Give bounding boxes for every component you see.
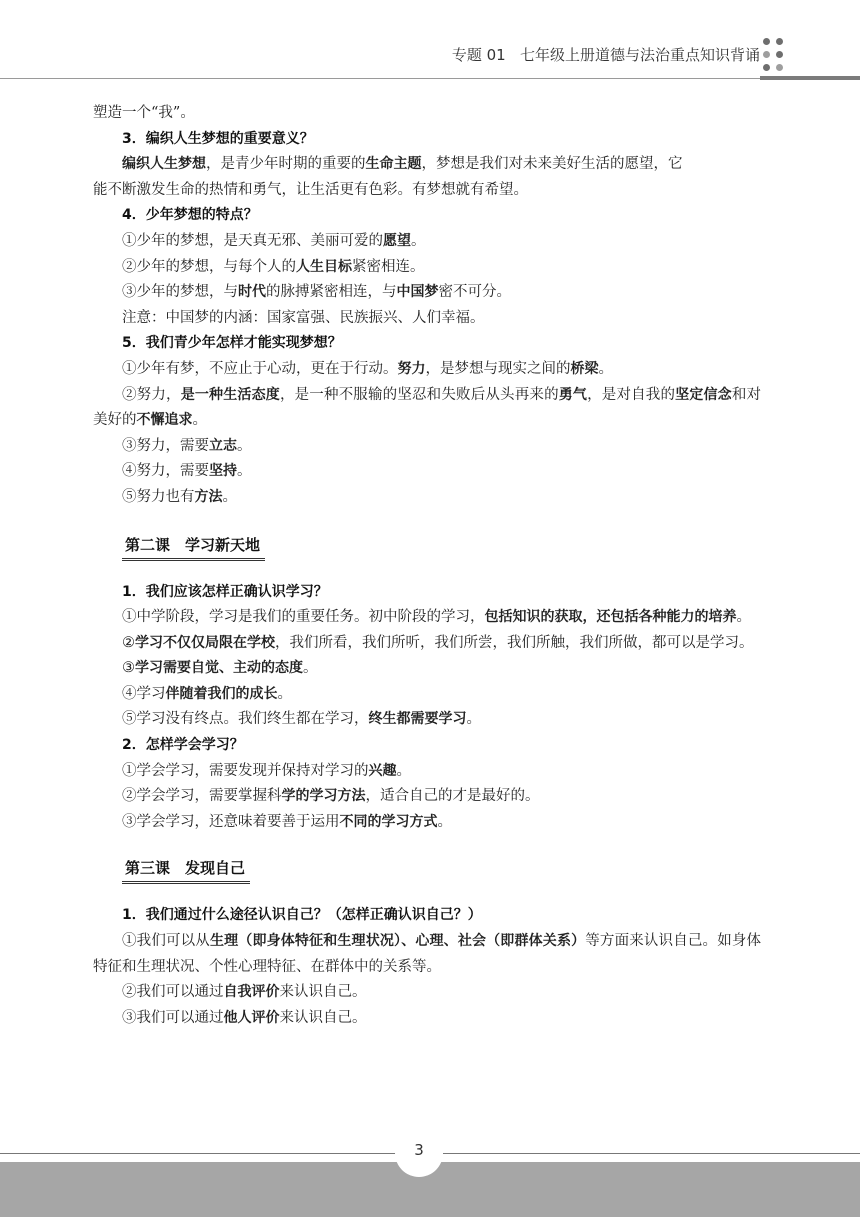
list-item: ③努力，需要立志。 <box>122 437 252 454</box>
note-line: 注意：中国梦的内涵：国家富强、民族振兴、人们幸福。 <box>122 309 485 326</box>
list-item: ③学习需要自觉、主动的态度。 <box>122 660 318 677</box>
list-item: ④学习伴随着我们的成长。 <box>122 685 292 702</box>
dot-icon <box>776 51 783 58</box>
page-header <box>0 0 860 82</box>
list-item: ①学会学习，需要发现并保持对学习的兴趣。 <box>122 762 411 779</box>
list-item: ③我们可以通过他人评价来认识自己。 <box>122 1009 367 1026</box>
lesson-title: 第三课 发现自己 <box>122 856 250 884</box>
list-item: ①我们可以从生理（即身体特征和生理状况）、心理、社会（即群体关系）等方面来认识自己。如身体特征和生理状况、个性心理特征、在群体中的关系等。 <box>93 933 762 975</box>
header-title: 专题 01 七年级上册道德与法治重点知识背诵 <box>451 46 760 64</box>
text-line: 塑造一个“我”。 <box>93 105 195 121</box>
question-heading: 1．我们应该怎样正确认识学习？ <box>122 583 328 600</box>
paragraph: 编织人生梦想，是青少年时期的重要的生命主题，梦想是我们对未来美好生活的愿望，它 <box>122 156 683 173</box>
dot-icon <box>763 38 770 45</box>
dot-icon <box>763 51 770 58</box>
question-heading: 1．我们通过什么途径认识自己？（怎样正确认识自己？） <box>122 907 482 924</box>
question-heading: 4．少年梦想的特点？ <box>122 207 258 224</box>
main-content <box>93 101 761 1031</box>
list-item: ⑤努力也有方法。 <box>122 488 237 505</box>
list-item: ①中学阶段，学习是我们的重要任务。初中阶段的学习，包括知识的获取，还包括各种能力的培养。 <box>122 609 751 626</box>
list-item: ②少年的梦想，与每个人的人生目标紧密相连。 <box>122 258 425 275</box>
list-item: ①少年有梦，不应止于心动，更在于行动。努力，是梦想与现实之间的桥梁。 <box>122 360 613 377</box>
footer-rule-left <box>0 1153 396 1154</box>
question-heading: 2．怎样学会学习？ <box>122 737 244 754</box>
lesson-title: 第二课 学习新天地 <box>122 533 265 561</box>
question-heading: 5．我们青少年怎样才能实现梦想？ <box>122 335 342 352</box>
dot-icon <box>763 64 770 71</box>
page-number: 3 <box>414 1141 424 1159</box>
paragraph-continuation: 能不断激发生命的热情和勇气，让生活更有色彩。有梦想就有希望。 <box>93 181 528 198</box>
header-rule <box>0 78 760 79</box>
list-item: ⑤学习没有终点。我们终生都在学习，终生都需要学习。 <box>122 711 481 728</box>
dot-icon <box>776 64 783 71</box>
list-item: ①少年的梦想，是天真无邪、美丽可爱的愿望。 <box>122 232 426 249</box>
list-item: ③学会学习，还意味着要善于运用不同的学习方式。 <box>122 813 452 830</box>
decorative-dots-icon <box>760 36 788 74</box>
list-item: ②学会学习，需要掌握科学的学习方法，适合自己的才是最好的。 <box>122 788 540 805</box>
list-item: ②我们可以通过自我评价来认识自己。 <box>122 984 367 1001</box>
list-item: ④努力，需要坚持。 <box>122 463 252 480</box>
dot-icon <box>776 38 783 45</box>
list-item: ②努力，是一种生活态度，是一种不服输的坚忍和失败后从头再来的勇气，是对自我的坚定信念和对美好的不懈追求。 <box>93 386 762 429</box>
footer-rule-right <box>443 1153 860 1154</box>
question-heading: 3．编织人生梦想的重要意义？ <box>122 130 314 147</box>
list-item: ③少年的梦想，与时代的脉搏紧密相连，与中国梦密不可分。 <box>122 284 511 301</box>
list-item: ②学习不仅仅局限在学校，我们所看，我们所听，我们所尝，我们所触，我们所做，都可以是学习。 <box>122 634 754 651</box>
header-rule-accent <box>760 76 860 80</box>
